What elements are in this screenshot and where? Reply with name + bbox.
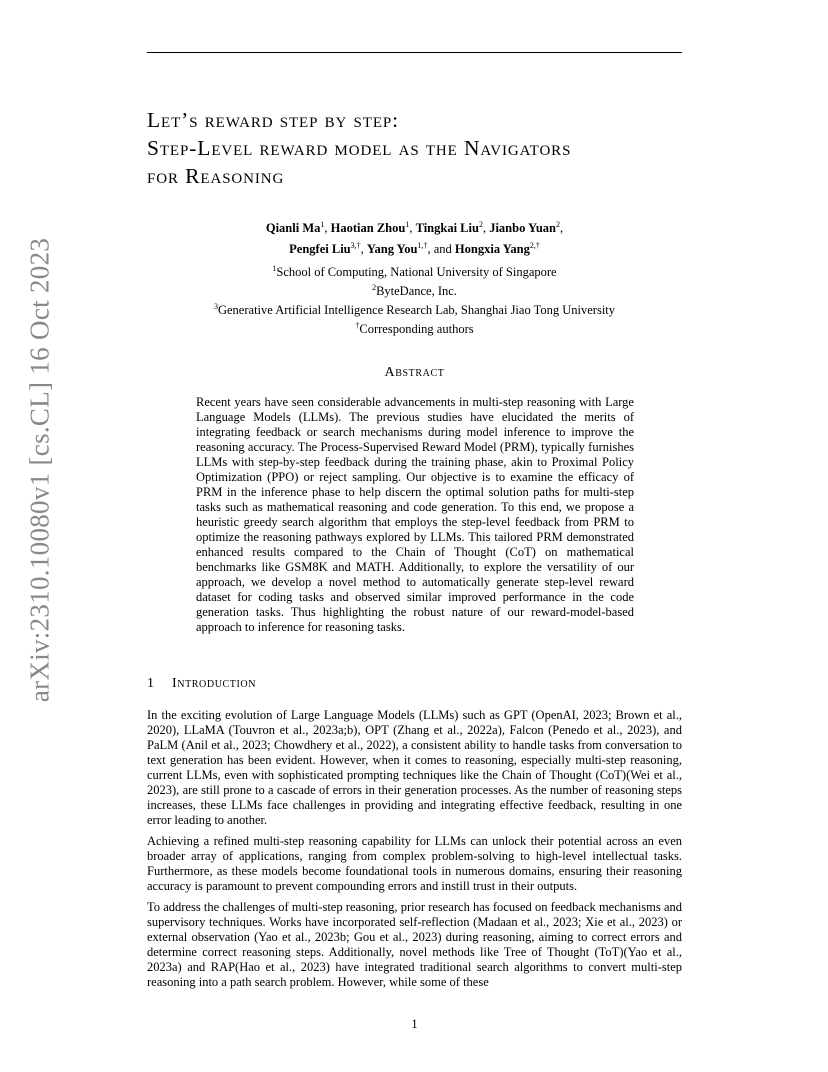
top-rule — [147, 52, 682, 53]
author-name: Qianli Ma — [265, 221, 321, 236]
author-name: Tingkai Liu — [415, 221, 479, 236]
author-line-1: Qianli Ma$^1$, Haotian Zhou$^1$, Tingkai Liu$^2$, Jianbo Yuan$^2$, — [265, 220, 564, 236]
author-line-2: Pengfei Liu$^{3,\dagger}$, Yang You$^{1,\dagger}$, and Hongxia Yang$^{2,\dagger}$ — [289, 241, 540, 257]
author-affil-mark: 1 — [405, 220, 410, 229]
author-name: Jianbo Yuan — [489, 221, 557, 236]
author-conjunction: and — [433, 242, 452, 257]
section-heading — [147, 676, 682, 692]
author-name: Hongxia Yang — [454, 242, 530, 257]
author-name: Yang You — [366, 242, 418, 257]
arxiv-stamp-text: arXiv:2310.10080v1 [cs.CL] 16 Oct 2023 — [24, 237, 55, 703]
title-line-1: Let’s reward step by step: — [147, 108, 400, 132]
author-affil-mark: 1 — [320, 220, 325, 229]
author-list — [147, 216, 682, 258]
paragraph-3: To address the challenges of multi-step reasoning, prior research has focused on feedback mechanisms and supervisory techniques. Works have incorporated self-reflection (Madaan et al., 2023; Xie et al., 2023) or external observation (Yao et al., 2023b; Gou et al., 2023) during reasoning, aiming to correct errors and determine correct reasoning steps. Additionally, novel methods like Tree of Thought (ToT)(Yao et al., 2023a) and RAP(Hao et al., 2023) have integrated traditional search algorithms to convert multi-step reasoning into a path search problem. However, while some of these — [147, 900, 682, 989]
affiliation-1: $^1$School of Computing, National University of Singapore — [272, 264, 557, 280]
affiliation-3: $^3$Generative Artificial Intelligence Research Lab, Shanghai Jiao Tong University — [213, 302, 616, 318]
abstract-text: Recent years have seen considerable advancements in multi-step reasoning with Large Language Models (LLMs). The previous studies have elucidated the merits of integrating feedback or search mechanisms during model inference to improve the reasoning accuracy. The Process-Supervised Reward Model (PRM), typically furnishes LLMs with step-by-step feedback during the training phase, akin to Proximal Policy Optimization (PPO) or reject sampling. Our objective is to examine the efficacy of PRM in the inference phase to help discern the optimal solution paths for multi-step tasks such as mathematical reasoning and code generation. To this end, we propose a heuristic greedy search algorithm that employs the step-level feedback from PRM to optimize the reasoning pathways explored by LLMs. This tailored PRM demonstrated enhanced results compared to the Chain of Thought (CoT) on mathematical benchmarks like GSM8K and MATH. Additionally, to explore the versatility of our approach, we develop a novel method to automatically generate step-level reward dataset for coding tasks and observed similar improved performance in the code generation tasks. Thus highlighting the robust nature of our reward-model-based approach to inference for reasoning tasks. — [196, 395, 634, 634]
author-name: Haotian Zhou — [330, 221, 406, 236]
section-title: Introduction — [172, 676, 257, 691]
abstract-heading: Abstract — [384, 365, 445, 380]
section-number: 1 — [147, 676, 155, 691]
affiliation-list — [147, 261, 682, 338]
author-affil-mark: 2 — [556, 220, 561, 229]
author-affil-mark: 2 — [478, 220, 483, 229]
author-name: Pengfei Liu — [289, 242, 351, 257]
title-line-2: Step-Level reward model as the Navigators — [147, 136, 572, 160]
paragraph-1: In the exciting evolution of Large Language Models (LLMs) such as GPT (OpenAI, 2023; Brown et al., 2020), LLaMA (Touvron et al., 2023a;b), OPT (Zhang et al., 2022a), Falcon (Penedo et al., 2023), and PaLM (Anil et al., 2023; Chowdhery et al., 2022), a consistent ability to handle tasks from conversation to text generation has been evident. However, when it comes to reasoning, especially multi-step reasoning, current LLMs, even with sophisticated prompting techniques like the Chain of Thought (CoT)(Wei et al., 2023), are still prone to a cascade of errors in their generation processes. As the number of reasoning steps increases, these LLMs face challenges in providing and integrating effective feedback, resulting in one error leading to another. — [147, 708, 682, 827]
title-line-3: for Reasoning — [147, 164, 285, 188]
author-affil-mark: 3,† — [350, 241, 361, 251]
author-affil-mark: 1,† — [417, 241, 428, 251]
paper-title — [147, 106, 707, 190]
paragraph-2: Achieving a refined multi-step reasoning capability for LLMs can unlock their potential across an even broader array of applications, ranging from complex problem-solving to high-level intellectual tasks. Furthermore, as these models become foundational tools in numerous domains, ensuring their reasoning accuracy is paramount to prevent compounding errors and instill trust in their outputs. — [147, 834, 682, 893]
affiliation-note: †Corresponding authors — [355, 321, 474, 337]
page-number: 1 — [411, 1017, 418, 1031]
affiliation-2: $^2$ByteDance, Inc. — [372, 283, 457, 299]
author-affil-mark: 2,† — [529, 241, 540, 251]
